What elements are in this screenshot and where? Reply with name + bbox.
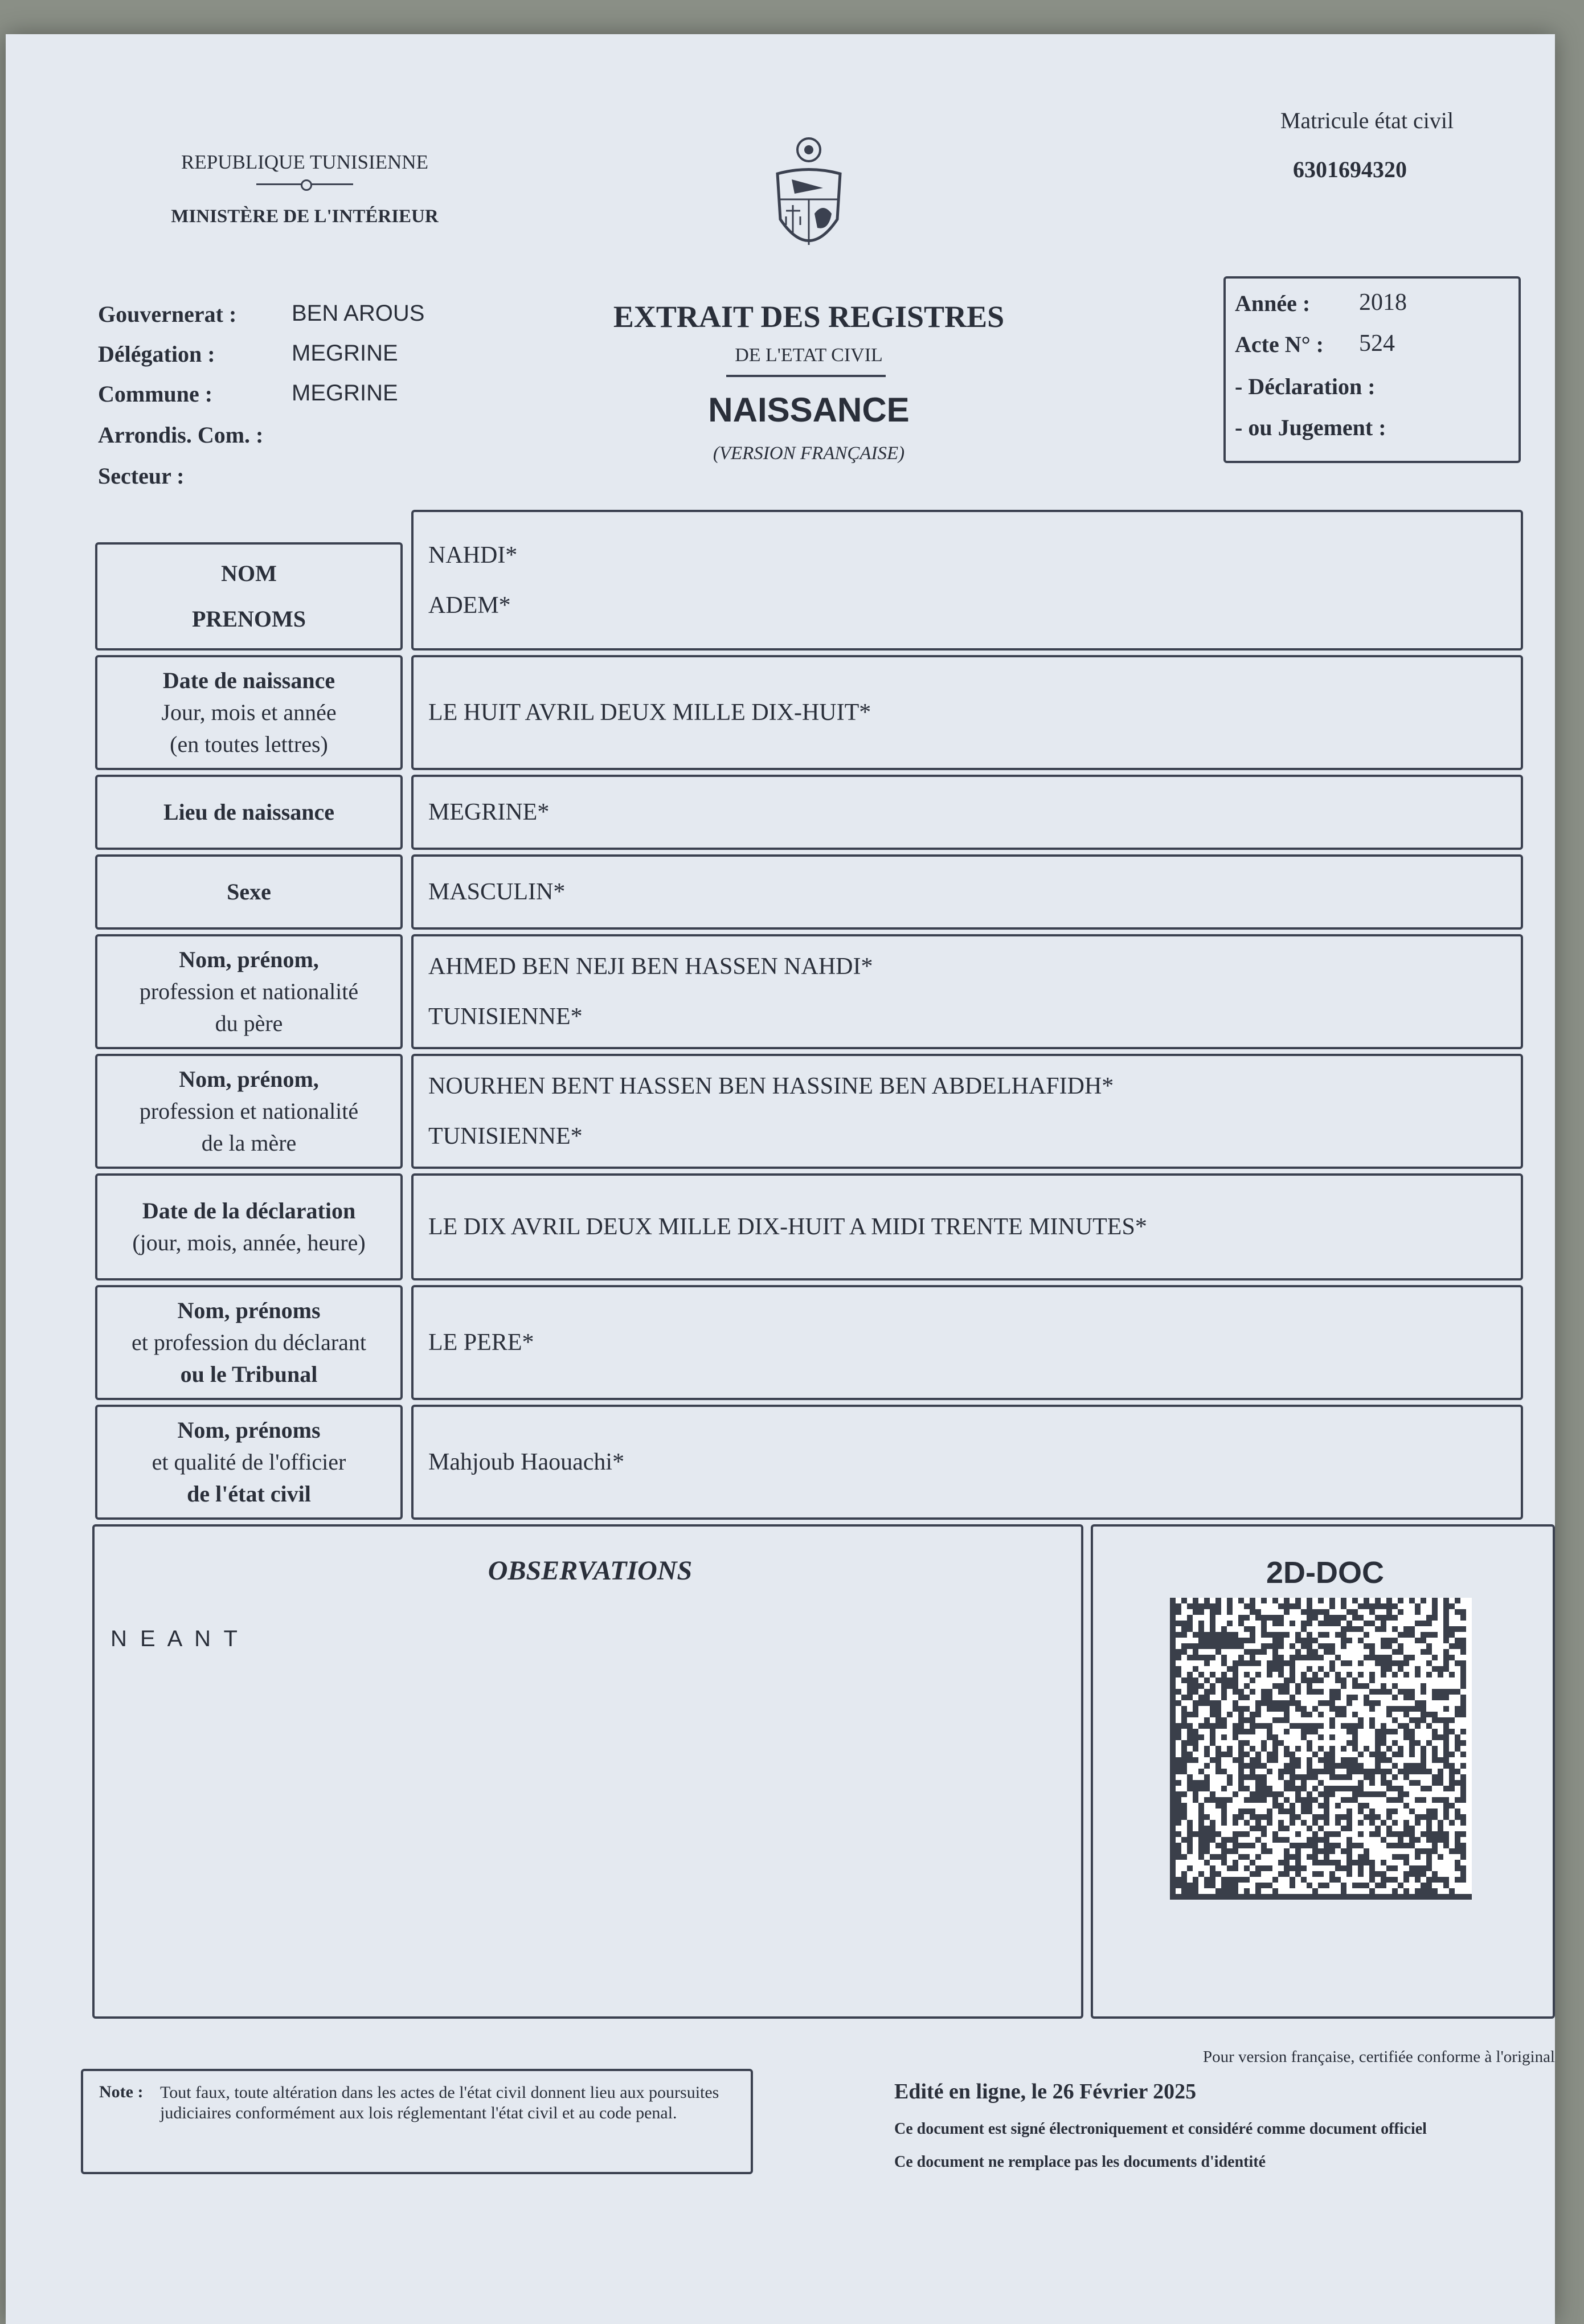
declarant-value: LE PERE* xyxy=(428,1329,534,1356)
ministry-label: MINISTÈRE DE L'INTÉRIEUR xyxy=(171,206,439,227)
divider-ornament xyxy=(301,179,312,191)
declarant-label-line1: Nom, prénoms xyxy=(177,1298,321,1323)
annee-value: 2018 xyxy=(1359,289,1407,316)
pere-value-line2: TUNISIENNE* xyxy=(428,1004,583,1030)
mere-value-cell xyxy=(411,1054,1523,1169)
pere-label-cell xyxy=(95,934,403,1049)
signed-notice: Ce document est signé électroniquement et considéré comme document officiel xyxy=(894,2120,1427,2138)
mere-label-cell xyxy=(95,1054,403,1169)
prenoms-label: PRENOMS xyxy=(192,606,306,632)
matricule-value: 6301694320 xyxy=(1293,157,1407,182)
certified-label: Pour version française, certifiée conforme à l'original xyxy=(1203,2048,1555,2066)
sexe-label-cell xyxy=(95,854,403,930)
declaration-date-label-line1: Date de la déclaration xyxy=(142,1198,356,1224)
declaration-label: - Déclaration : xyxy=(1235,374,1376,399)
observations-title: OBSERVATIONS xyxy=(488,1556,693,1586)
note-label: Note : xyxy=(99,2082,144,2101)
mere-label-line3: de la mère xyxy=(201,1130,297,1156)
date-naissance-value: LE HUIT AVRIL DEUX MILLE DIX-HUIT* xyxy=(428,699,871,726)
sexe-value-cell xyxy=(411,854,1523,930)
observations-box xyxy=(92,1524,1083,2019)
document-type: NAISSANCE xyxy=(708,391,910,429)
acte-box xyxy=(1223,276,1521,463)
date-naissance-label-line2: Jour, mois et année xyxy=(161,699,337,725)
declaration-date-value-cell xyxy=(411,1173,1523,1280)
officier-label-line3: de l'état civil xyxy=(187,1481,311,1507)
document-title: EXTRAIT DES REGISTRES xyxy=(613,300,1005,334)
document-subtitle: DE L'ETAT CIVIL xyxy=(735,345,883,366)
pere-value-line1: AHMED BEN NEJI BEN HASSEN NAHDI* xyxy=(428,954,873,980)
coat-of-arms-icon xyxy=(760,134,857,265)
officier-label-line2: et qualité de l'officier xyxy=(152,1449,346,1475)
lieu-label: Lieu de naissance xyxy=(163,799,335,825)
commune-value: MEGRINE xyxy=(292,380,398,406)
prenoms-value: ADEM* xyxy=(428,592,511,619)
officier-label-cell xyxy=(95,1405,403,1520)
edited-date: Edité en ligne, le 26 Février 2025 xyxy=(894,2080,1197,2104)
sexe-label: Sexe xyxy=(227,879,271,905)
date-naissance-value-cell xyxy=(411,655,1523,770)
lieu-value-cell xyxy=(411,775,1523,850)
mere-label-line2: profession et nationalité xyxy=(139,1098,359,1124)
identity-notice: Ce document ne remplace pas les documents d'identité xyxy=(894,2153,1266,2171)
secteur-label: Secteur : xyxy=(98,463,185,489)
date-naissance-label-line3: (en toutes lettres) xyxy=(170,731,328,757)
declarant-label-line3: ou le Tribunal xyxy=(180,1361,318,1387)
officier-value: Mahjoub Haouachi* xyxy=(428,1449,625,1475)
delegation-label: Délégation : xyxy=(98,341,215,367)
commune-label: Commune : xyxy=(98,381,213,407)
officier-label-line1: Nom, prénoms xyxy=(177,1417,321,1443)
document-page xyxy=(6,34,1555,2324)
observations-content: N E A N T xyxy=(110,1626,241,1651)
acte-number-label: Acte N° : xyxy=(1235,332,1324,357)
date-naissance-label-line1: Date de naissance xyxy=(162,668,335,693)
code-label: 2D-DOC xyxy=(1266,1556,1384,1590)
annee-label: Année : xyxy=(1235,290,1311,316)
matricule-label: Matricule état civil xyxy=(1280,108,1454,133)
nom-prenoms-value-cell xyxy=(411,510,1523,650)
version-label: (VERSION FRANÇAISE) xyxy=(713,443,905,464)
declaration-date-value: LE DIX AVRIL DEUX MILLE DIX-HUIT A MIDI TRENTE MINUTES* xyxy=(428,1214,1147,1240)
sexe-value: MASCULIN* xyxy=(428,879,566,905)
acte-number-value: 524 xyxy=(1359,330,1395,357)
declaration-date-label-cell xyxy=(95,1173,403,1280)
mere-value-line1: NOURHEN BENT HASSEN BEN HASSINE BEN ABDELHAFIDH* xyxy=(428,1073,1114,1099)
pere-label-line1: Nom, prénom, xyxy=(179,947,319,972)
declarant-label-cell xyxy=(95,1285,403,1400)
nom-value: NAHDI* xyxy=(428,542,518,568)
lieu-value: MEGRINE* xyxy=(428,799,550,825)
mere-value-line2: TUNISIENNE* xyxy=(428,1123,583,1149)
gouvernerat-label: Gouvernerat : xyxy=(98,301,237,327)
declarant-value-cell xyxy=(411,1285,1523,1400)
nom-label: NOM xyxy=(221,560,277,586)
pere-label-line2: profession et nationalité xyxy=(139,979,359,1004)
date-naissance-label-cell xyxy=(95,655,403,770)
officier-value-cell xyxy=(411,1405,1523,1520)
pere-value-cell xyxy=(411,934,1523,1049)
declaration-date-label-line2: (jour, mois, année, heure) xyxy=(132,1230,366,1255)
pere-label-line3: du père xyxy=(215,1010,283,1036)
code-box xyxy=(1091,1524,1555,2019)
lieu-label-cell xyxy=(95,775,403,850)
jugement-label: - ou Jugement : xyxy=(1235,415,1386,440)
delegation-value: MEGRINE xyxy=(292,341,398,366)
arrondissement-label: Arrondis. Com. : xyxy=(98,422,264,448)
title-underline xyxy=(726,375,886,377)
declarant-label-line2: et profession du déclarant xyxy=(131,1329,367,1355)
note-text: Tout faux, toute altération dans les actes de l'état civil donnent lieu aux poursuites judiciaires conformément aux lois réglementant l'état civil et au code penal. xyxy=(160,2083,719,2122)
gouvernerat-value: BEN AROUS xyxy=(292,301,425,326)
datamatrix-code-icon xyxy=(1170,1598,1472,1900)
nom-prenoms-label-cell xyxy=(95,542,403,650)
note-box xyxy=(81,2069,753,2174)
mere-label-line1: Nom, prénom, xyxy=(179,1066,319,1092)
republic-label: REPUBLIQUE TUNISIENNE xyxy=(181,151,428,173)
